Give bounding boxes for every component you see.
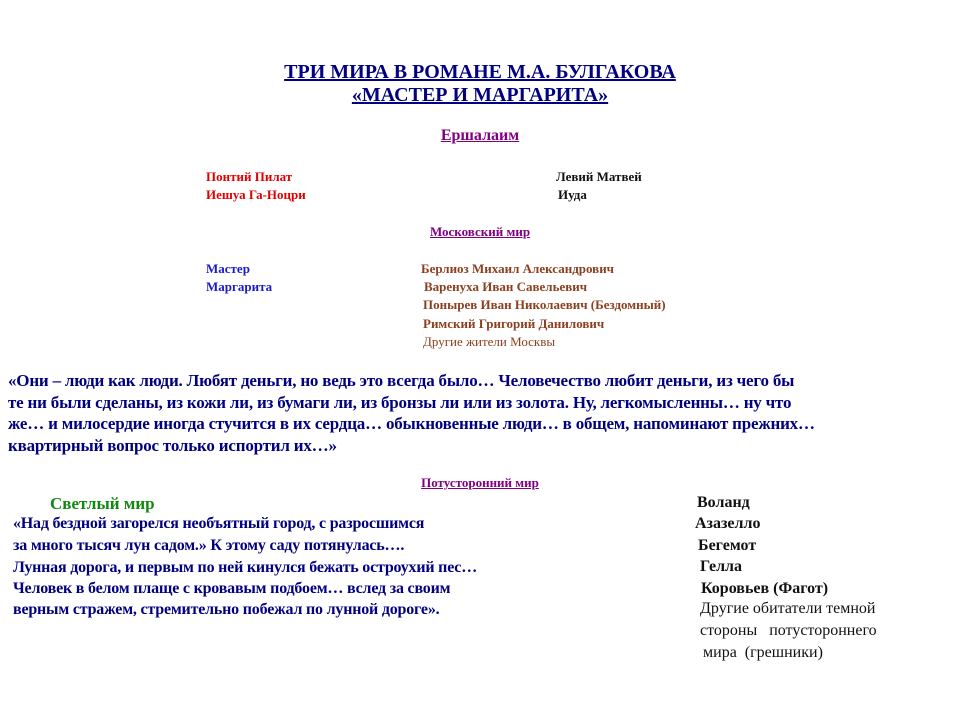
character: Берлиоз Михаил Александрович [421, 261, 615, 276]
character: Маргарита [206, 279, 273, 294]
character: Иешуа Га-Ноцри [206, 187, 306, 202]
dark-character: Коровьев (Фагот) [701, 580, 829, 597]
quote-line: же… и милосердие иногда стучится в их сердца… обыкновенные люди… в общем, напоминают прежних… [8, 414, 815, 433]
dark-character: стороны потустороннего [700, 622, 877, 639]
light-text-line: Лунная дорога, и первым по ней кинулся бежать остроухий пес… [13, 559, 477, 576]
title-line-1: ТРИ МИРА В РОМАНЕ М.А. БУЛГАКОВА [284, 61, 676, 83]
dark-character: Другие обитатели темной [700, 600, 876, 617]
quote-line: «Они – люди как люди. Любят деньги, но ведь это всегда было… Человечество любит деньги, из чего бы [8, 371, 795, 390]
dark-character: Бегемот [698, 537, 757, 554]
dark-character: Воланд [697, 494, 750, 511]
light-text-line: «Над бездной загорелся необъятный город, с разросшимся [13, 515, 425, 532]
character: Понырев Иван Николаевич (Бездомный) [423, 297, 666, 312]
character: Понтий Пилат [206, 169, 293, 184]
character: Другие жители Москвы [423, 334, 556, 349]
otherworld-heading: Потусторонний мир [421, 475, 539, 490]
character: Варенуха Иван Савельевич [424, 279, 588, 294]
quote-line: те ни были сделаны, из кожи ли, из бумаги ли, из бронзы ли или из золота. Ну, легкомысленны… ну что [8, 393, 792, 412]
title-line-2: «МАСТЕР И МАРГАРИТА» [351, 84, 609, 106]
dark-character: Гелла [700, 558, 743, 575]
character: Левий Матвей [556, 169, 642, 184]
light-text-line: Человек в белом плаще с кровавым подбоем… вслед за своим [13, 580, 451, 597]
quote-line: квартирный вопрос только испортил их…» [8, 436, 337, 455]
moscow-heading: Московский мир [429, 224, 531, 239]
yershalaim-heading: Ершалаим [440, 127, 520, 144]
light-text-line: за много тысяч лун садом.» К этому саду потянулась…. [13, 537, 405, 554]
character: Римский Григорий Данилович [423, 316, 605, 331]
character: Мастер [206, 261, 250, 276]
light-text-line: верным стражем, стремительно побежал по лунной дороге». [13, 601, 440, 618]
character: Иуда [558, 187, 587, 202]
light-world-heading: Светлый мир [50, 494, 155, 513]
dark-character: Азазелло [695, 515, 761, 532]
dark-character: мира (грешники) [703, 644, 823, 661]
